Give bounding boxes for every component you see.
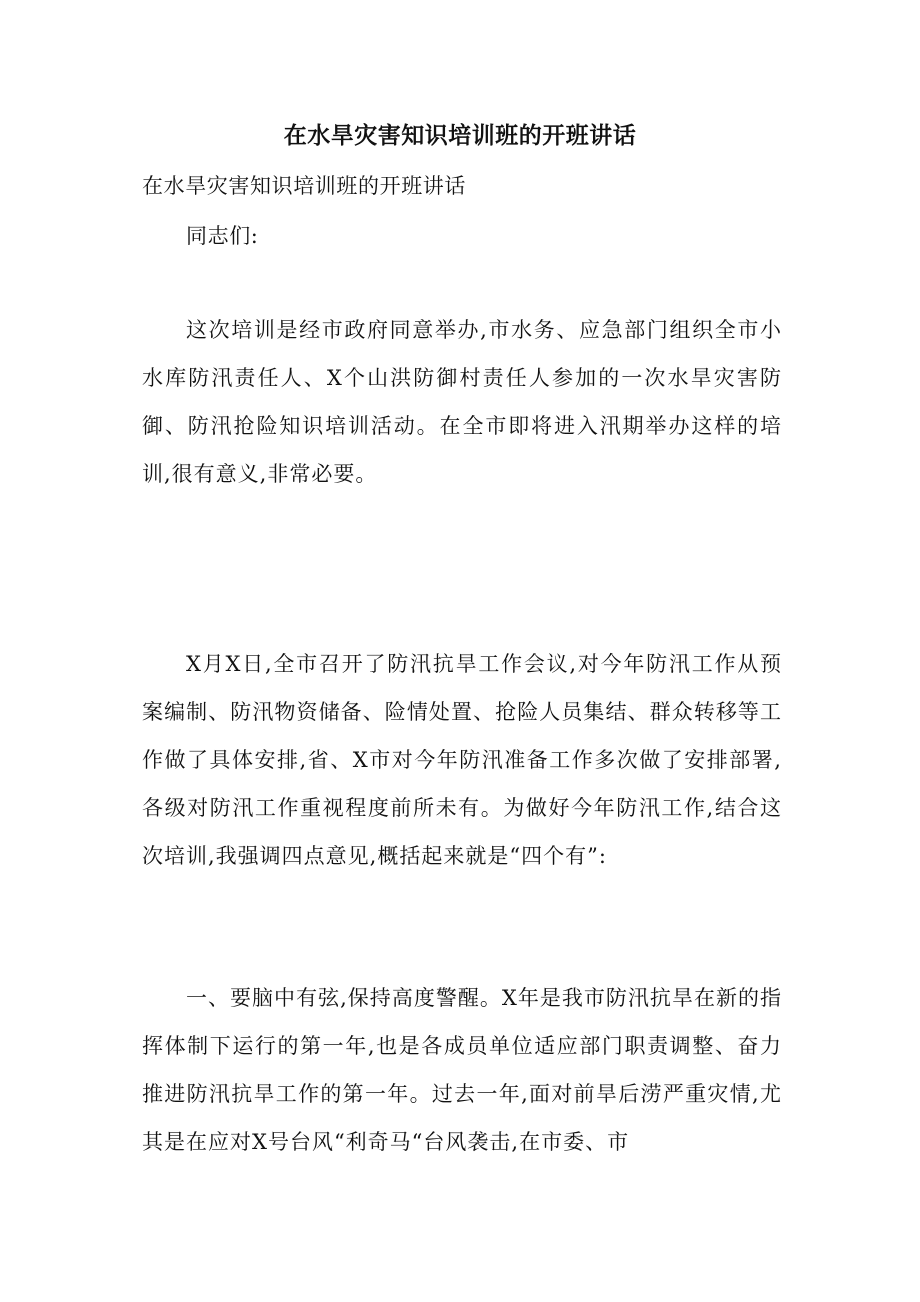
body-paragraph-2: X月X日,全市召开了防汛抗旱工作会议,对今年防汛工作从预案编制、防汛物资储备、险情处置、抢险人员集结、群众转移等工作做了具体安排,省、X市对今年防汛准备工作多次做了安排部署,各级对防汛工作重视程度前所未有。为做好今年防汛工作,结合这次培训,我强调四点意见,概括起来就是“四个有”: — [142, 652, 782, 868]
body-paragraph-3: 一、要脑中有弦,保持高度警醒。X年是我市防汛抗旱在新的指挥体制下运行的第一年,也是各成员单位适应部门职责调整、奋力推进防汛抗旱工作的第一年。过去一年,面对前旱后涝严重灾情,尤其是在应对X号台风“利奇马“台风袭击,在市委、市 — [142, 986, 782, 1154]
document-subtitle: 在水旱灾害知识培训班的开班讲话 — [142, 174, 466, 198]
greeting-line: 同志们: — [186, 224, 259, 248]
document-title: 在水旱灾害知识培训班的开班讲话 — [283, 123, 637, 149]
body-paragraph-1: 这次培训是经市政府同意举办,市水务、应急部门组织全市小水库防汛责任人、X个山洪防御村责任人参加的一次水旱灾害防御、防汛抢险知识培训活动。在全市即将进入汛期举办这样的培训,很有意义,非常必要。 — [142, 318, 782, 486]
